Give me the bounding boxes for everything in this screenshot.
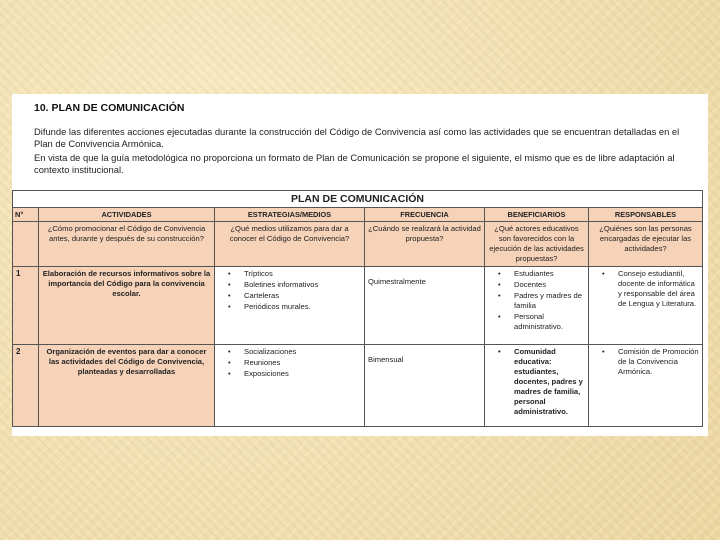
- note-paragraph: En vista de que la guía metodológica no proporciona un formato de Plan de Comunicación se propone el siguiente, el mismo que es de libre adaptación al contexto institucional.: [34, 152, 675, 175]
- strategy-item: • Socializaciones: [218, 347, 361, 357]
- beneficiary-item: • Comunidad educativa: estudiantes, docentes, padres y madres de familia, personal administrativo.: [488, 347, 585, 417]
- header-activities: ACTIVIDADES: [39, 208, 215, 222]
- section-title: 10. PLAN DE COMUNICACIÓN: [34, 102, 185, 114]
- header-frequency: FRECUENCIA: [365, 208, 485, 222]
- row-beneficiaries: [485, 267, 589, 345]
- row-frequency: Quimestralmente: [365, 267, 485, 345]
- row-strategies: [215, 345, 365, 427]
- question-num: [13, 222, 39, 267]
- strategy-item: • Boletines informativos: [218, 280, 361, 290]
- strategy-item: • Periódicos murales.: [218, 302, 361, 312]
- question-beneficiaries: ¿Qué actores educativos son favorecidos con la ejecución de las actividades propuestas?: [485, 222, 589, 267]
- intro-paragraph: Difunde las diferentes acciones ejecutadas durante la construcción del Código de Convivencia así como las actividades que se encuentran detalladas en el Plan de Convivencia Armónica.: [34, 126, 680, 149]
- strategy-item: • Carteleras: [218, 291, 361, 301]
- row-beneficiaries: [485, 345, 589, 427]
- table-row: [13, 345, 703, 427]
- row-responsible: [589, 345, 703, 427]
- question-activities: ¿Cómo promocionar el Código de Convivencia antes, durante y después de su construcción?: [39, 222, 215, 267]
- beneficiary-item: • Docentes: [488, 280, 585, 290]
- responsible-item: • Consejo estudiantil, docente de informática y responsable del área de Lengua y Literatura.: [592, 269, 699, 309]
- responsible-item: • Comisión de Promoción de la Convivencia Armónica.: [592, 347, 699, 377]
- strategy-item: • Trípticos: [218, 269, 361, 279]
- question-responsible: ¿Quiénes son las personas encargadas de ejecutar las actividades?: [589, 222, 703, 267]
- question-frequency: ¿Cuándo se realizará la actividad propuesta?: [365, 222, 485, 267]
- question-strategies: ¿Qué medios utilizamos para dar a conocer el Código de Convivencia?: [215, 222, 365, 267]
- header-beneficiaries: BENEFICIARIOS: [485, 208, 589, 222]
- row-number: 2: [13, 345, 39, 427]
- row-strategies: [215, 267, 365, 345]
- row-activity: Organización de eventos para dar a conocer las actividades del Código de Convivencia, planteadas y desarrolladas: [39, 345, 215, 427]
- header-responsible: RESPONSABLES: [589, 208, 703, 222]
- row-responsible: [589, 267, 703, 345]
- beneficiary-item: • Padres y madres de familia: [488, 291, 585, 311]
- document-page: [12, 94, 708, 436]
- beneficiary-item: • Estudiantes: [488, 269, 585, 279]
- strategy-item: • Reuniones: [218, 358, 361, 368]
- strategy-item: • Exposiciones: [218, 369, 361, 379]
- row-number: 1: [13, 267, 39, 345]
- beneficiary-item: • Personal administrativo.: [488, 312, 585, 332]
- table-row: [13, 267, 703, 345]
- row-frequency: Bimensual: [365, 345, 485, 427]
- communication-plan-table: [12, 190, 703, 427]
- header-strategies: ESTRATEGIAS/MEDIOS: [215, 208, 365, 222]
- row-activity: Elaboración de recursos informativos sobre la importancia del Código para la convivencia escolar.: [39, 267, 215, 345]
- table-title: PLAN DE COMUNICACIÓN: [13, 191, 703, 208]
- header-num: N°: [13, 208, 39, 222]
